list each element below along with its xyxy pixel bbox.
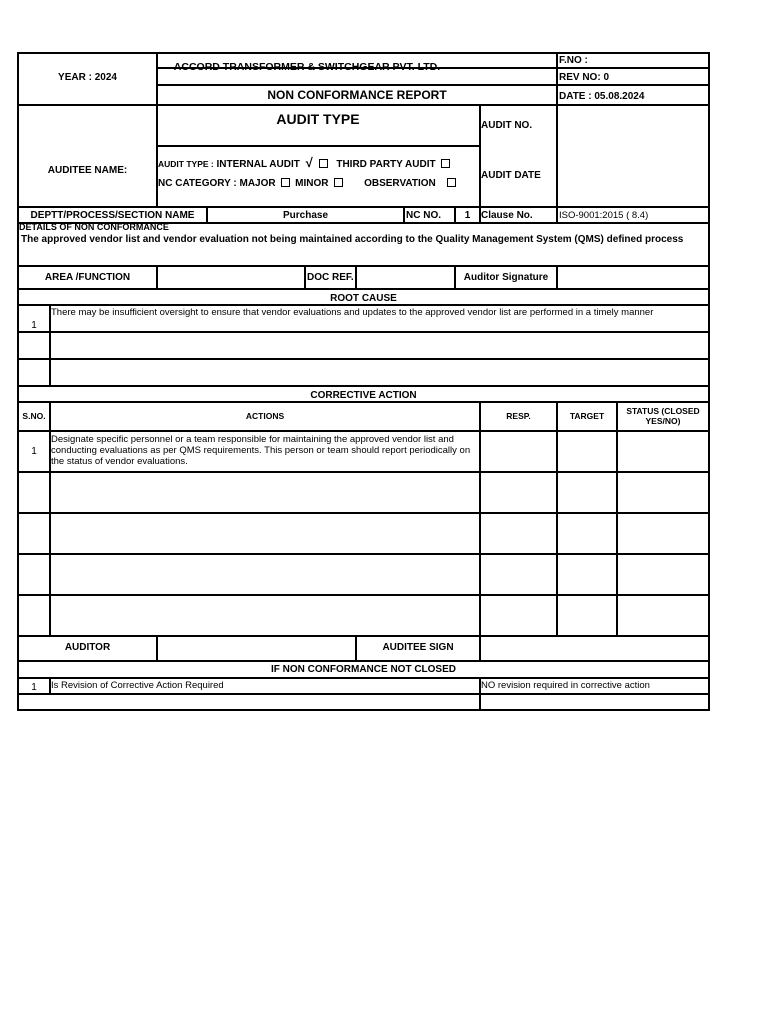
nc-category-major-label: NC CATEGORY : MAJOR xyxy=(158,178,276,189)
grid-line xyxy=(17,358,710,360)
grid-line xyxy=(17,288,710,290)
grid-line xyxy=(17,265,710,267)
not-closed-question: Is Revision of Corrective Action Required xyxy=(51,680,224,691)
grid-line xyxy=(479,635,481,660)
grid-line xyxy=(17,660,710,662)
col-header-status: STATUS (CLOSED YES/NO) xyxy=(626,406,700,426)
grid-line xyxy=(17,635,710,637)
root-cause-row-number: 1 xyxy=(31,320,37,331)
not-closed-title: IF NON CONFORMANCE NOT CLOSED xyxy=(271,664,456,675)
grid-line xyxy=(17,52,19,711)
grid-line xyxy=(556,52,558,206)
report-title: NON CONFORMANCE REPORT xyxy=(267,88,447,102)
third-party-audit-label: THIRD PARTY AUDIT xyxy=(336,159,436,170)
grid-line xyxy=(556,206,558,222)
auditor-signature-label: Auditor Signature xyxy=(463,272,549,283)
auditee-sign-label: AUDITEE SIGN xyxy=(382,642,454,653)
corrective-action-row-number: 1 xyxy=(31,446,37,457)
col-header-sno: S.NO. xyxy=(22,411,46,421)
year-label: YEAR : 2024 xyxy=(58,72,117,83)
col-header-actions: ACTIONS xyxy=(245,411,285,421)
grid-line xyxy=(156,265,158,288)
audit-type-title: AUDIT TYPE xyxy=(276,111,360,127)
audit-date-label: AUDIT DATE xyxy=(481,170,541,181)
grid-line xyxy=(479,401,481,635)
revision-number: REV NO: 0 xyxy=(559,72,610,83)
grid-line xyxy=(556,401,558,635)
major-checkbox[interactable] xyxy=(281,178,290,187)
form-number: F.NO : xyxy=(559,55,588,66)
minor-label: MINOR xyxy=(295,178,329,189)
grid-line xyxy=(355,265,357,288)
report-date: DATE : 05.08.2024 xyxy=(559,91,645,102)
grid-line xyxy=(157,145,480,147)
audit-no-label: AUDIT NO. xyxy=(481,120,533,131)
dept-label: DEPTT/PROCESS/SECTION NAME xyxy=(30,210,195,221)
observation-checkbox[interactable] xyxy=(447,178,456,187)
grid-line xyxy=(17,385,710,387)
clause-label: Clause No. xyxy=(481,210,533,221)
grid-line xyxy=(17,471,710,473)
grid-line xyxy=(304,265,306,288)
internal-audit-checkbox[interactable] xyxy=(319,159,328,168)
auditor-label: AUDITOR xyxy=(64,642,111,653)
clause-value: ISO-9001:2015 ( 8.4) xyxy=(559,210,649,221)
not-closed-answer: NO revision required in corrective action xyxy=(481,680,650,691)
grid-line xyxy=(156,635,158,660)
internal-audit-checkmark: √ xyxy=(305,155,313,170)
grid-line xyxy=(17,709,710,711)
doc-ref-label: DOC REF. xyxy=(307,272,354,283)
not-closed-row-number: 1 xyxy=(31,682,37,693)
grid-line xyxy=(556,265,558,288)
company-name: ACCORD TRANSFORMER & SWITCHGEAR PVT. LTD. xyxy=(173,61,441,73)
grid-line xyxy=(17,430,710,432)
audit-type-prefix: AUDIT TYPE : xyxy=(158,159,214,169)
grid-line xyxy=(403,206,405,222)
details-label: DETAILS OF NON CONFORMANCE xyxy=(19,222,169,232)
grid-line xyxy=(616,401,618,635)
details-text: The approved vendor list and vendor evaluation not being maintained according to the Quality Management System (QMS) defined process xyxy=(21,234,684,245)
root-cause-row-text: There may be insufficient oversight to ensure that vendor evaluations and updates to the approved vendor list are performed in a timely manner xyxy=(51,307,654,318)
minor-checkbox[interactable] xyxy=(334,178,343,187)
dept-value: Purchase xyxy=(282,210,329,221)
area-function-label: AREA /FUNCTION xyxy=(44,272,131,283)
grid-line xyxy=(17,512,710,514)
corrective-action-title: CORRECTIVE ACTION xyxy=(310,390,417,401)
grid-line xyxy=(17,401,710,403)
grid-line xyxy=(17,677,710,679)
grid-line xyxy=(17,693,710,695)
grid-line xyxy=(17,104,710,106)
grid-line xyxy=(157,84,710,86)
grid-line xyxy=(17,331,710,333)
nc-no-label: NC NO. xyxy=(406,210,441,221)
grid-line xyxy=(708,52,710,711)
auditee-name-label: AUDITEE NAME: xyxy=(47,165,128,176)
internal-audit-label: INTERNAL AUDIT xyxy=(216,159,300,170)
grid-line xyxy=(17,304,710,306)
nc-category-line xyxy=(158,178,456,189)
audit-type-line xyxy=(158,157,450,170)
third-party-audit-checkbox[interactable] xyxy=(441,159,450,168)
grid-line xyxy=(17,594,710,596)
root-cause-title: ROOT CAUSE xyxy=(330,293,397,304)
col-header-target: TARGET xyxy=(569,411,605,421)
grid-line xyxy=(17,52,710,54)
col-header-resp: RESP. xyxy=(506,411,531,421)
grid-line xyxy=(17,206,710,208)
observation-label: OBSERVATION xyxy=(364,178,436,189)
corrective-action-row-text: Designate specific personnel or a team responsible for maintaining the approved vendor list and conducting evaluations as per QMS requirements. This person or team should report periodically on the status of vendor evaluations. xyxy=(51,434,471,467)
grid-line xyxy=(17,553,710,555)
nc-no-value: 1 xyxy=(464,210,471,221)
